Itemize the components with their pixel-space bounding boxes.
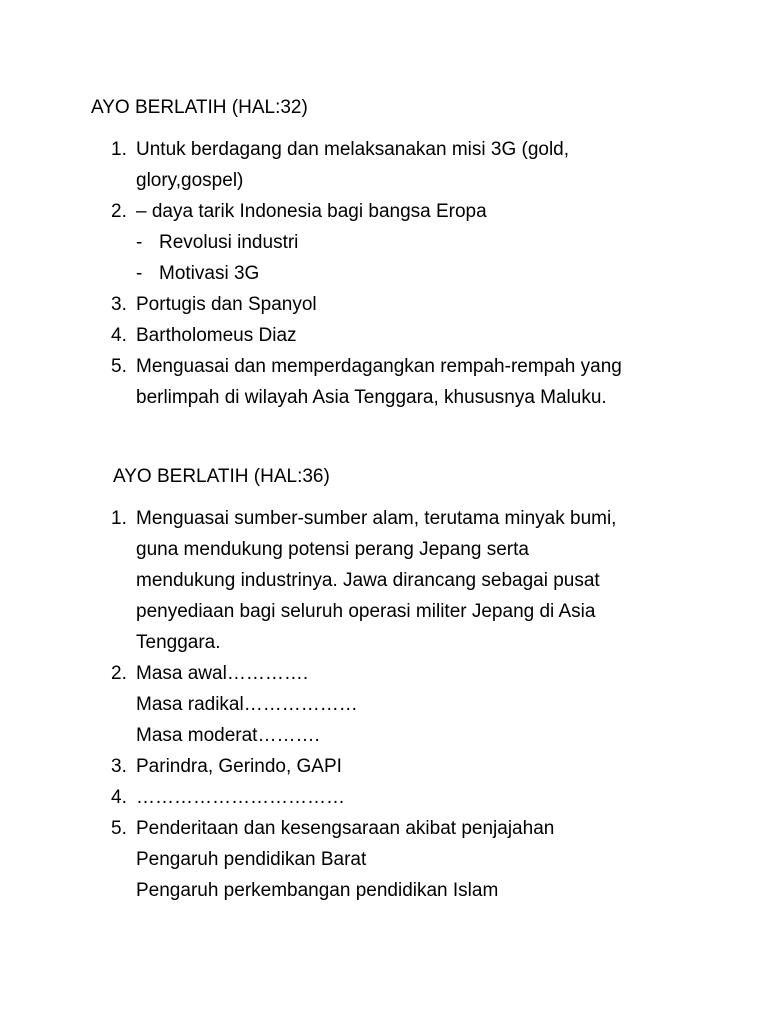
item-text-line: Untuk berdagang dan melaksanakan misi 3G (gold, — [136, 139, 570, 160]
item-number: 2. — [111, 663, 127, 684]
item-number: 5. — [111, 818, 127, 839]
list-item — [111, 503, 616, 658]
sub-item-dash: - — [136, 232, 143, 253]
item-text-line: Tenggara. — [136, 632, 221, 653]
item-text-line: mendukung industrinya. Jawa dirancang sebagai pusat — [136, 570, 600, 591]
list-item — [111, 320, 622, 351]
sub-item — [136, 258, 622, 289]
sub-item-text: Revolusi industri — [159, 232, 299, 253]
item-text-line: Pengaruh pendidikan Barat — [136, 849, 367, 870]
section-1-list — [111, 134, 622, 413]
item-text-line: Parindra, Gerindo, GAPI — [136, 756, 342, 777]
list-item — [111, 289, 622, 320]
item-text-line: Portugis dan Spanyol — [136, 294, 317, 315]
item-number: 1. — [111, 139, 127, 160]
list-item — [111, 134, 622, 196]
item-number: 3. — [111, 756, 127, 777]
list-item — [111, 196, 622, 289]
item-text-line: Masa moderat………. — [136, 725, 320, 746]
item-text-line: glory,gospel) — [136, 170, 244, 191]
item-text-line: Pengaruh perkembangan pendidikan Islam — [136, 880, 499, 901]
list-item — [111, 751, 616, 782]
item-text-line: Menguasai dan memperdagangkan rempah-rempah yang — [136, 356, 622, 377]
item-text-line: Penderitaan dan kesengsaraan akibat penjajahan — [136, 818, 555, 839]
section-1-heading: AYO BERLATIH (HAL:32) — [91, 97, 308, 118]
list-item — [111, 813, 616, 906]
item-number: 2. — [111, 201, 127, 222]
item-text-line: …………………………… — [136, 787, 345, 808]
item-number: 1. — [111, 508, 127, 529]
item-text-line: – daya tarik Indonesia bagi bangsa Eropa — [136, 201, 487, 222]
section-2-heading: AYO BERLATIH (HAL:36) — [113, 466, 330, 487]
item-text-line: guna mendukung potensi perang Jepang serta — [136, 539, 529, 560]
item-number: 3. — [111, 294, 127, 315]
sub-item — [136, 227, 622, 258]
item-text-line: Menguasai sumber-sumber alam, terutama minyak bumi, — [136, 508, 617, 529]
item-text-line: berlimpah di wilayah Asia Tenggara, khususnya Maluku. — [136, 387, 607, 408]
sub-item-text: Motivasi 3G — [159, 263, 260, 284]
list-item — [111, 351, 622, 413]
list-item — [111, 658, 616, 751]
list-item — [111, 782, 616, 813]
item-number: 4. — [111, 787, 127, 808]
item-text-line: penyediaan bagi seluruh operasi militer Jepang di Asia — [136, 601, 596, 622]
item-number: 4. — [111, 325, 127, 346]
section-2-list — [111, 503, 616, 906]
item-number: 5. — [111, 356, 127, 377]
item-text-line: Masa radikal……………… — [136, 694, 358, 715]
sub-item-dash: - — [136, 263, 143, 284]
item-text-line: Bartholomeus Diaz — [136, 325, 297, 346]
item-text-line: Masa awal…………. — [136, 663, 309, 684]
